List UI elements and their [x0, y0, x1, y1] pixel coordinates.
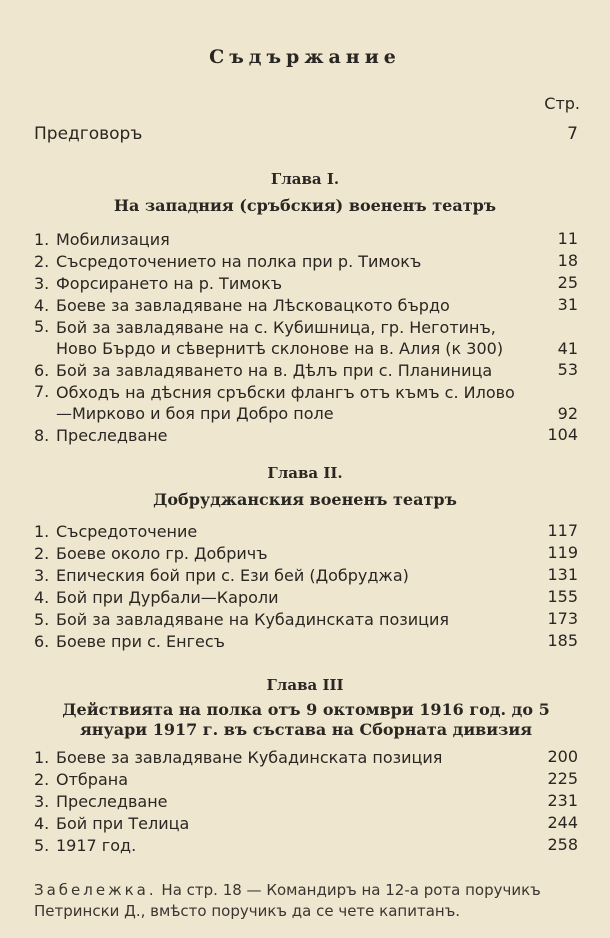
- chapter-3-number: Глава III: [266, 676, 344, 694]
- entry-text: Съсредоточение: [56, 522, 198, 541]
- entry-text: Преследване: [56, 426, 168, 445]
- entry-text: Боеве за завладяване на Лѣсковацкото бърдо: [56, 296, 450, 315]
- entry-number: 5.: [34, 317, 50, 336]
- entry-text: Отбрана: [56, 770, 129, 789]
- chapter-2-title: Добруджанския воененъ театръ: [153, 490, 457, 509]
- footnote-label: Забележка.: [34, 881, 157, 899]
- entry-text: Съсредоточението на полка при р. Тимокъ: [56, 252, 422, 271]
- entry-number: 3.: [34, 274, 50, 293]
- entry-page: 244: [547, 813, 578, 832]
- toc-entry: [34, 542, 578, 564]
- toc-entry: [34, 608, 578, 630]
- entry-text: 1917 год.: [56, 836, 137, 855]
- entry-page: 53: [557, 360, 578, 379]
- entry-number: 5.: [34, 836, 50, 855]
- entry-page: 231: [547, 791, 578, 810]
- entry-text: Обходъ на дѣсния сръбски флангъ отъ къмъ с. Илово —Мирково и боя при Добро поле: [56, 383, 515, 423]
- entry-text: Боеве около гр. Добричъ: [56, 544, 268, 563]
- toc-entry: [34, 834, 578, 856]
- entry-text: Бой при Дурбали—Кароли: [56, 588, 279, 607]
- entry-text: Боеве при с. Енгесъ: [56, 632, 225, 651]
- entry-page: 225: [547, 769, 578, 788]
- entry-page: 131: [547, 565, 578, 584]
- entry-number: 2.: [34, 770, 50, 789]
- entry-page: 185: [547, 631, 578, 650]
- entry-text: Бой при Телица: [56, 814, 190, 833]
- toc-entry: [34, 520, 578, 542]
- toc-entry: [34, 250, 578, 272]
- entry-number: 4.: [34, 296, 50, 315]
- entry-number: 1.: [34, 522, 50, 541]
- entry-page: 41: [557, 339, 578, 358]
- entry-page: 200: [547, 747, 578, 766]
- chapter-3-entries: [34, 746, 578, 856]
- entry-page: 92: [557, 404, 578, 423]
- entry-number: 2.: [34, 252, 50, 271]
- entry-number: 3.: [34, 566, 50, 585]
- toc-entry: [34, 564, 578, 586]
- preface-label: Предговоръ: [34, 124, 143, 144]
- entry-page: 173: [547, 609, 578, 628]
- entry-text: Преследване: [56, 792, 168, 811]
- entry-text: Бой за завладяването на в. Дѣлъ при с. Планиница: [56, 361, 493, 380]
- entry-page: 25: [557, 273, 578, 292]
- entry-text: Бой за завладяване на Кубадинската позиция: [56, 610, 450, 629]
- toc-entry: [34, 746, 578, 768]
- chapter-1-number: Глава I.: [270, 170, 340, 188]
- entry-page: 117: [547, 521, 578, 540]
- entry-text: Епическия бой при с. Ези бей (Добруджа): [56, 566, 409, 585]
- toc-entry: [34, 228, 578, 250]
- chapter-2-number: Глава II.: [267, 464, 343, 482]
- entry-text: Форсирането на р. Тимокъ: [56, 274, 283, 293]
- entry-page: 258: [547, 835, 578, 854]
- footnote: [34, 880, 580, 922]
- entry-page: 104: [547, 425, 578, 444]
- footnote-text: На стр. 18 — Командиръ на 12-а рота поручикъ Петрински Д., вмѣсто поручикъ да се чете капитанъ.: [34, 881, 541, 920]
- toc-entry: [34, 790, 578, 812]
- entry-text: Боеве за завладяване Кубадинската позиция: [56, 748, 443, 767]
- page-title: Съдържание: [209, 46, 401, 68]
- toc-entry: [34, 812, 578, 834]
- entry-page: 119: [547, 543, 578, 562]
- entry-number: 6.: [34, 632, 50, 651]
- entry-number: 4.: [34, 588, 50, 607]
- toc-entry: [34, 316, 578, 359]
- entry-number: 7.: [34, 382, 50, 401]
- entry-number: 1.: [34, 748, 50, 767]
- toc-entry: [34, 381, 578, 424]
- preface-page: 7: [567, 124, 578, 144]
- toc-entry: [34, 272, 578, 294]
- entry-page: 155: [547, 587, 578, 606]
- chapter-1-entries: [34, 228, 578, 446]
- toc-entry: [34, 359, 578, 381]
- entry-page: 18: [557, 251, 578, 270]
- preface-entry: [34, 124, 578, 144]
- entry-number: 2.: [34, 544, 50, 563]
- entry-number: 1.: [34, 230, 50, 249]
- chapter-2-entries: [34, 520, 578, 652]
- toc-entry: [34, 424, 578, 446]
- toc-entry: [34, 630, 578, 652]
- entry-page: 31: [557, 295, 578, 314]
- entry-number: 8.: [34, 426, 50, 445]
- toc-entry: [34, 768, 578, 790]
- entry-page: 11: [557, 229, 578, 248]
- entry-number: 5.: [34, 610, 50, 629]
- chapter-1-title: На западния (сръбския) воененъ театръ: [113, 196, 497, 215]
- entry-text: Бой за завладяване на с. Кубишница, гр. Неготинъ, Ново Бърдо и сѣвернитѣ склонове на в. Алия (к 300): [56, 318, 504, 358]
- entry-text: Мобилизация: [56, 230, 170, 249]
- chapter-3-title: Действията на полка отъ 9 октомври 1916 год. до 5 януари 1917 г. въ състава на Сборната дивизия: [62, 700, 550, 739]
- entry-number: 6.: [34, 361, 50, 380]
- entry-number: 4.: [34, 814, 50, 833]
- entry-number: 3.: [34, 792, 50, 811]
- page-column-label: Стр.: [544, 94, 580, 113]
- toc-entry: [34, 586, 578, 608]
- toc-entry: [34, 294, 578, 316]
